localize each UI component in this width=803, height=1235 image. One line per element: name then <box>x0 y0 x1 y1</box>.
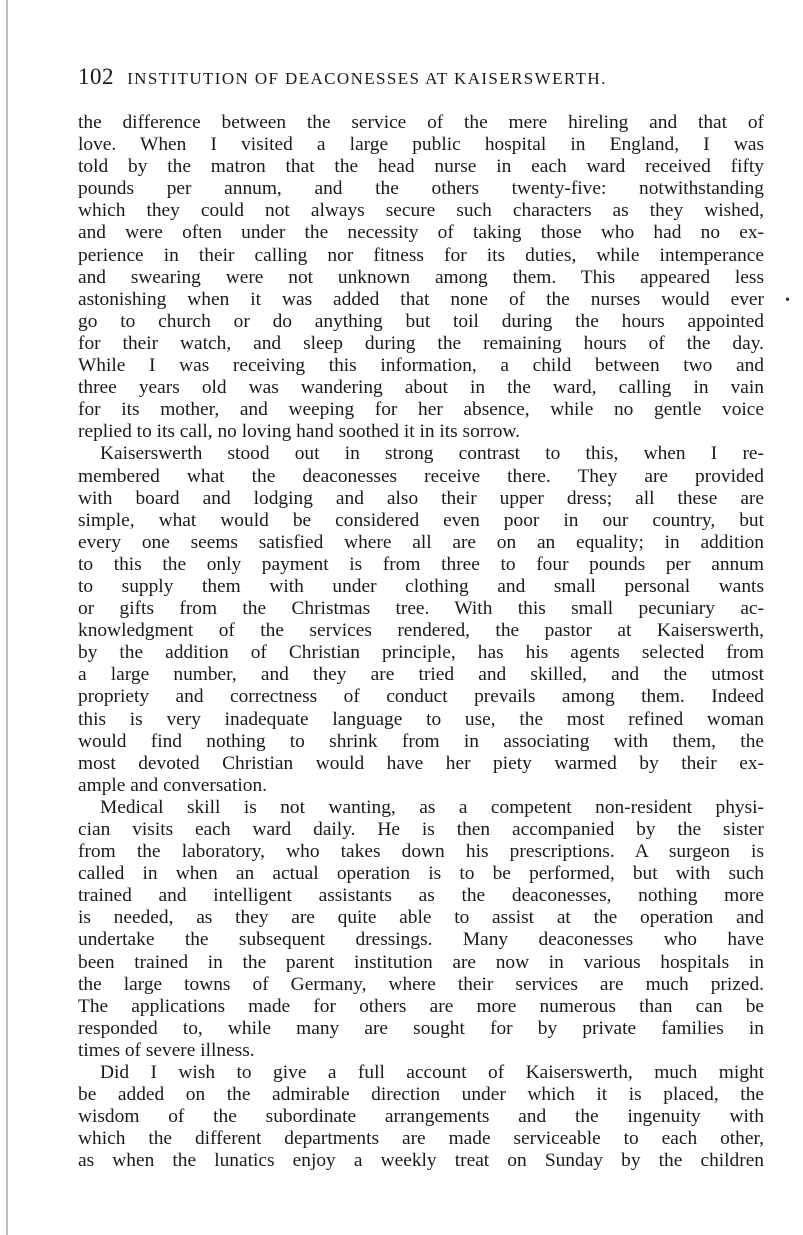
text-line: wisdom of the subordinate arrangements and the ingenuity with <box>78 1106 764 1128</box>
text-line: undertake the subsequent dressings. Many deaconesses who have <box>78 929 764 951</box>
text-line: the large towns of Germany, where their services are much prized. <box>78 973 764 995</box>
text-line: by the addition of Christian principle, has his agents selected from <box>78 642 764 664</box>
text-line: would find nothing to shrink from in associating with them, the <box>78 730 764 752</box>
paragraph-first-line: Medical skill is not wanting, as a competent non-resident physi- <box>100 796 764 818</box>
text-line: told by the matron that the head nurse in each ward received fifty <box>78 156 764 178</box>
page-edge-rule <box>6 0 8 1235</box>
text-line: responded to, while many are sought for by private families in <box>78 1017 764 1039</box>
text-line: most devoted Christian would have her piety warmed by their ex- <box>78 752 764 774</box>
text-line: knowledgment of the services rendered, the pastor at Kaiserswerth, <box>78 620 764 642</box>
body-text <box>78 112 764 1173</box>
text-line: pounds per annum, and the others twenty-five: notwithstanding <box>78 178 764 200</box>
text-line: membered what the deaconesses receive there. They are provided <box>78 465 764 487</box>
text-line: from the laboratory, who takes down his prescriptions. A surgeon is <box>78 841 764 863</box>
text-line: While I was receiving this information, a child between two and <box>78 355 764 377</box>
text-line: which they could not always secure such characters as they wished, <box>78 200 764 222</box>
text-line: with board and lodging and also their upper dress; all these are <box>78 487 764 509</box>
text-line: a large number, and they are tried and skilled, and the utmost <box>78 664 764 686</box>
text-line: astonishing when it was added that none of the nurses would ever <box>78 288 764 310</box>
text-line: The applications made for others are more numerous than can be <box>78 995 764 1017</box>
page-header <box>78 64 778 92</box>
text-line: the difference between the service of the mere hireling and that of <box>78 112 764 133</box>
text-line: for their watch, and sleep during the remaining hours of the day. <box>78 332 764 354</box>
text-line: this is very inadequate language to use, the most refined woman <box>78 708 764 730</box>
text-line: and swearing were not unknown among them. This appeared less <box>78 266 764 288</box>
text-line: to supply them with under clothing and small personal wants <box>78 575 764 597</box>
text-line: ample and conversation. <box>78 774 267 796</box>
text-line: to this the only payment is from three to four pounds per annum <box>78 553 764 575</box>
text-line: which the different departments are made serviceable to each other, <box>78 1128 764 1150</box>
margin-mark-icon: • <box>784 293 792 307</box>
text-line: simple, what would be considered even poor in our country, but <box>78 509 764 531</box>
text-line: or gifts from the Christmas tree. With this small pecuniary ac- <box>78 598 764 620</box>
text-line: be added on the admirable direction under which it is placed, the <box>78 1084 764 1106</box>
text-line: love. When I visited a large public hospital in England, I was <box>78 134 764 156</box>
text-line: go to church or do anything but toil during the hours appointed <box>78 310 764 332</box>
text-line: times of severe illness. <box>78 1039 255 1061</box>
paragraph-first-line: Kaiserswerth stood out in strong contrast to this, when I re- <box>100 443 764 465</box>
text-line: been trained in the parent institution are now in various hospitals in <box>78 951 764 973</box>
page-number: 102 <box>78 64 114 89</box>
text-line: replied to its call, no loving hand soothed it in its sorrow. <box>78 421 520 443</box>
text-line: called in when an actual operation is to be performed, but with such <box>78 863 764 885</box>
text-line: perience in their calling nor fitness for its duties, while intemperance <box>78 244 764 266</box>
text-line: three years old was wandering about in the ward, calling in vain <box>78 377 764 399</box>
paragraph-first-line: Did I wish to give a full account of Kaiserswerth, much might <box>100 1062 764 1084</box>
text-line: trained and intelligent assistants as the deaconesses, nothing more <box>78 885 764 907</box>
text-line: cian visits each ward daily. He is then accompanied by the sister <box>78 819 764 840</box>
text-line: is needed, as they are quite able to assist at the operation and <box>78 907 764 929</box>
text-line: and were often under the necessity of taking those who had no ex- <box>78 222 764 244</box>
text-line: as when the lunatics enjoy a weekly treat on Sunday by the children <box>78 1150 764 1172</box>
text-line: for its mother, and weeping for her absence, while no gentle voice <box>78 399 764 421</box>
running-title: INSTITUTION OF DEACONESSES AT KAISERSWERTH. <box>127 69 607 88</box>
text-line: every one seems satisfied where all are on an equality; in addition <box>78 531 764 553</box>
text-line: propriety and correctness of conduct prevails among them. Indeed <box>78 686 764 708</box>
